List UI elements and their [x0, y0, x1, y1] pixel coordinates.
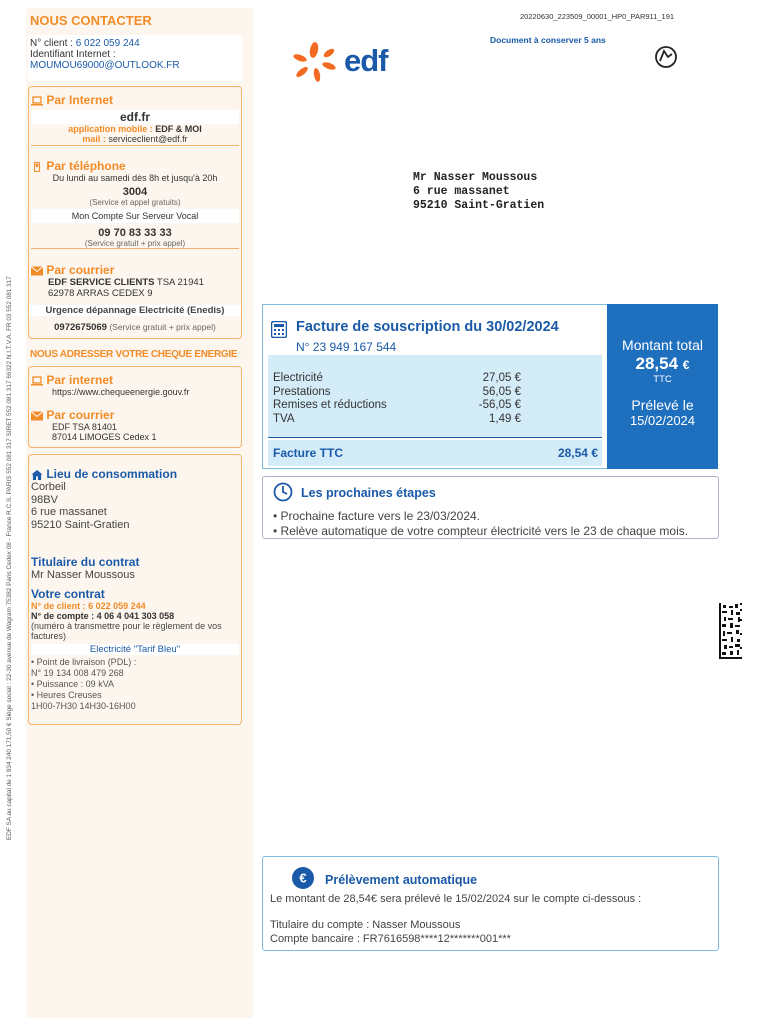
phone-number-2: 09 70 83 33 33 [98, 227, 172, 239]
post-section [31, 263, 239, 299]
contract-detail: • Point de livraison (PDL) : [31, 657, 137, 667]
debit-holder: Titulaire du compte : Nasser Moussous [270, 919, 461, 931]
debit-account-info [270, 918, 511, 946]
contract-client-line: N° de client : 6 022 059 244 [31, 601, 146, 611]
recipient-address [413, 171, 544, 213]
invoice-row: Electricité 27,05 € [273, 372, 521, 384]
contract-section [31, 587, 239, 712]
holder-name: Mr Nasser Moussous [31, 569, 135, 581]
urgence-number: 0972675069 [54, 322, 107, 333]
invoice-ttc-row [268, 440, 602, 466]
post-line1-bold: EDF SERVICE CLIENTS [48, 277, 155, 288]
invoice-row: Prestations 56,05 € [273, 385, 521, 398]
site-line: 98BV [31, 493, 58, 506]
recipient-line: 6 rue massanet [413, 185, 510, 198]
document-reference: 20220630_223509_00001_HP0_PAR911_191 [520, 12, 675, 21]
contract-detail: 1H00-7H30 14H30-16H00 [31, 701, 136, 711]
email[interactable]: MOUMOU69000@OUTLOOK.FR [30, 60, 180, 71]
cheque-post-line2: 87014 LIMOGES Cedex 1 [52, 432, 157, 442]
clock-icon [273, 482, 293, 502]
cheque-post-line1: EDF TSA 81401 [52, 422, 117, 432]
contract-offer: Electricité "Tarif Bleu" [31, 644, 239, 655]
invoice-title: Facture de souscription du 30/02/2024 [296, 319, 559, 335]
phone-number-1: 3004 [122, 186, 148, 198]
mail-address[interactable]: serviceclient@edf.fr [108, 134, 188, 144]
post-line2: 62978 ARRAS CEDEX 9 [48, 288, 153, 299]
edf-logo-text: edf [344, 43, 388, 78]
contract-title: Votre contrat [31, 587, 105, 601]
app-name: EDF & MOI [155, 124, 202, 134]
internet-id-label: Identifiant Internet : [30, 49, 116, 60]
debit-text: Le montant de 28,54€ sera prélevé le 15/02/2024 sur le compte ci-dessous : [270, 893, 642, 905]
vocal-service: Mon Compte Sur Serveur Vocal [31, 209, 239, 223]
site-line: 95210 Saint-Gratien [31, 518, 130, 531]
envelope-icon [31, 411, 43, 421]
divider [268, 437, 602, 438]
post-line1-rest: TSA 21941 [154, 277, 204, 288]
phone-note-2: (Service gratuit + prix appel) [31, 239, 239, 249]
cheque-title: NOUS ADRESSER VOTRE CHEQUE ENERGIE [30, 349, 238, 360]
cheque-url[interactable]: https://www.chequeenergie.gouv.fr [52, 387, 190, 397]
app-label: application mobile : [68, 124, 156, 134]
phone-hours: Du lundi au samedi dès 8h et jusqu'à 20h [52, 173, 218, 183]
cheque-post-title: Par courrier [46, 408, 115, 422]
site-section [31, 467, 239, 531]
client-box [28, 35, 242, 81]
envelope-icon [31, 266, 43, 276]
total-amount: 28,54 [635, 354, 679, 373]
contract-detail: • Puissance : 09 kVA [31, 679, 115, 689]
total-ttc: TTC [653, 374, 672, 385]
invoice-rows [268, 355, 602, 437]
urgence-title: Urgence dépannage Electricité (Enedis) [45, 305, 225, 316]
phone-title: Par téléphone [46, 159, 126, 173]
total-currency: € [682, 358, 690, 372]
recipient-line: 95210 Saint-Gratien [413, 199, 545, 212]
post-title: Par courrier [46, 263, 115, 277]
debit-title: Prélèvement automatique [325, 873, 478, 887]
legal-mention: EDF SA au capital de 1 934 240 171,50 € Siège social : 22-30 avenue de Wagram 75382 Paris Cedex 08 - France R.C.S. PARIS 552 081 317 SIRET 552 081 317 66322 N.I.T.V.A. FR 03 552 081 317 [6, 276, 13, 840]
datamatrix-code [719, 603, 742, 659]
invoice-row: Remises et réductions -56,05 € [273, 399, 521, 411]
holder-section [31, 555, 239, 581]
site-line: 6 rue massanet [31, 506, 107, 518]
urgence-note: (Service gratuit + prix appel) [106, 322, 216, 332]
phone-section [31, 159, 239, 249]
laptop-icon [31, 96, 43, 106]
contract-account-line: N° de compte : 4 06 4 041 303 058 [31, 611, 175, 621]
cheque-post [31, 408, 239, 442]
step-item: • Prochaine facture vers le 23/03/2024. [273, 509, 480, 523]
debit-account: Compte bancaire : FR7616598****12*******001*** [270, 933, 511, 945]
house-icon [31, 470, 43, 480]
urgence-section [29, 305, 241, 316]
step-item: • Relève automatique de votre compteur électricité vers le 23 de chaque mois. [273, 524, 689, 538]
client-label: N° client : [30, 38, 76, 49]
total-box [607, 304, 718, 469]
debit-date: 15/02/2024 [629, 413, 696, 428]
site-title: Lieu de consommation [46, 467, 178, 481]
ttc-value: 28,54 € [557, 446, 598, 460]
keep-notice: Document à conserver 5 ans [490, 35, 606, 45]
internet-section [31, 93, 239, 146]
steps-title: Les prochaines étapes [301, 486, 436, 500]
phone-icon [31, 162, 43, 172]
urgence-number-line [29, 322, 241, 333]
contract-detail: • Heures Creuses [31, 690, 102, 700]
client-number: 6 022 059 244 [75, 38, 140, 49]
site-line: Corbeil [31, 481, 66, 493]
contact-title: NOUS CONTACTER [30, 13, 152, 28]
site-link[interactable]: edf.fr [31, 110, 239, 124]
holder-title: Titulaire du contrat [31, 555, 140, 569]
internet-title: Par Internet [46, 93, 114, 107]
cheque-internet [31, 373, 239, 397]
invoice-number: N° 23 949 167 544 [296, 340, 397, 354]
euro-icon [292, 867, 314, 889]
steps-list [273, 509, 688, 539]
mail-label: mail : [82, 134, 109, 144]
calculator-icon [271, 321, 287, 338]
contract-account-note: (numéro à transmettre pour le règlement de vos factures) [31, 621, 222, 641]
ttc-label: Facture TTC [273, 446, 344, 460]
svg-text:€: € [299, 870, 307, 886]
recipient-line: Mr Nasser Moussous [413, 171, 538, 184]
debit-label: Prélevé le [631, 397, 694, 413]
recycle-icon [653, 45, 679, 69]
cheque-internet-title: Par internet [46, 373, 114, 387]
invoice-row: TVA 1,49 € [273, 412, 521, 425]
laptop-icon [31, 376, 43, 386]
total-label: Montant total [622, 337, 703, 353]
phone-note-1: (Service et appel gratuits) [89, 198, 181, 207]
contract-detail: N° 19 134 008 479 268 [31, 668, 124, 678]
edf-logo-icon [292, 42, 342, 82]
